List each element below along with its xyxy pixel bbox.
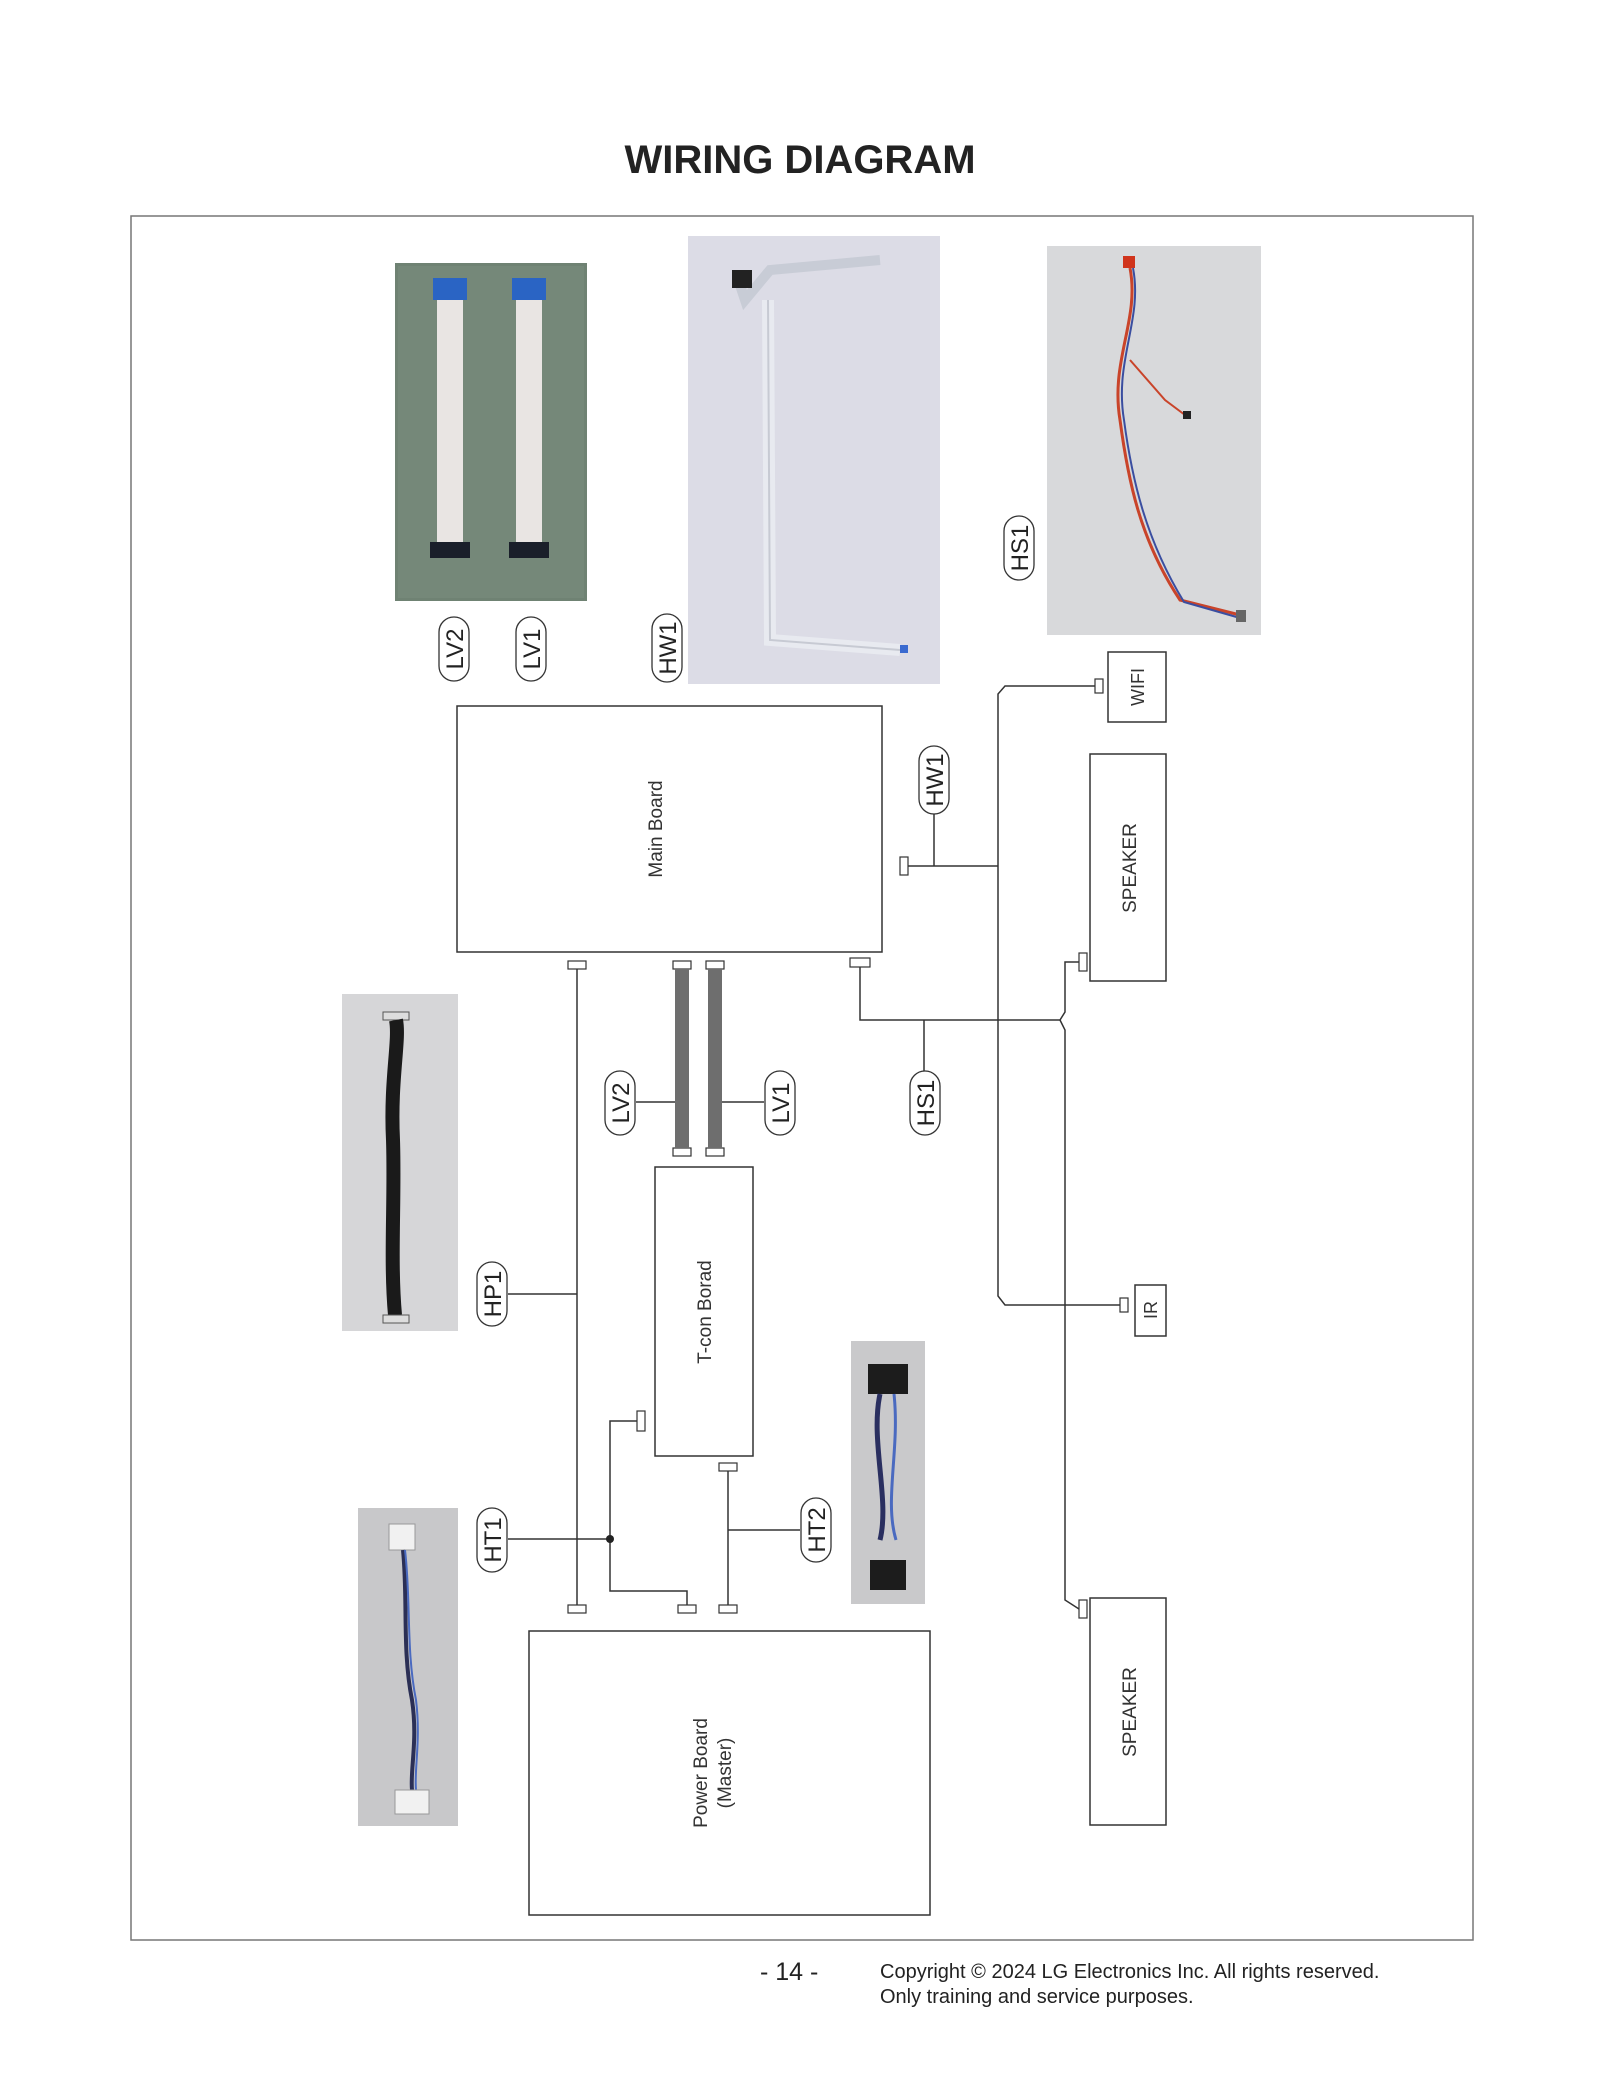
label-ht2: HT2 <box>804 1507 831 1553</box>
purpose-text: Only training and service purposes. <box>880 1986 1194 2008</box>
tcon-board-label: T-con Borad <box>695 1260 716 1364</box>
ht2-cable-photo <box>851 1341 925 1604</box>
hp1-cable-photo <box>342 994 458 1331</box>
main-board <box>457 706 882 952</box>
label-lv1-wire: LV1 <box>768 1082 795 1124</box>
main-board-label: Main Board <box>646 780 667 878</box>
lv1-ribbon <box>708 969 722 1148</box>
hw1-cable-photo <box>688 236 940 684</box>
label-hs1-wire: HS1 <box>913 1079 940 1127</box>
label-hs1-photo: HS1 <box>1007 524 1034 572</box>
label-hw1-photo: HW1 <box>655 621 682 675</box>
hs1-harness-photo <box>1047 246 1261 635</box>
lv-cables-photo <box>395 263 587 601</box>
ir-label: IR <box>1141 1301 1161 1319</box>
lv2-ribbon <box>675 969 689 1148</box>
power-board-label-1: Power Board <box>691 1718 712 1828</box>
label-lv1-top: LV1 <box>519 628 546 670</box>
label-lv2-top: LV2 <box>442 628 469 670</box>
label-hw1-wire: HW1 <box>922 753 949 807</box>
speaker-bottom-label: SPEAKER <box>1120 1667 1141 1757</box>
speaker-top-label: SPEAKER <box>1120 823 1141 913</box>
junction-dot <box>606 1535 614 1543</box>
ht1-cable-photo <box>358 1508 458 1826</box>
copyright-block <box>880 1960 1379 2010</box>
page-number: - 14 - <box>760 1958 819 1986</box>
wifi-label: WIFI <box>1128 668 1148 706</box>
power-board-label-2: (Master) <box>715 1737 736 1809</box>
label-lv2-wire: LV2 <box>608 1082 635 1124</box>
page-title: WIRING DIAGRAM <box>624 138 976 182</box>
copyright-text: Copyright © 2024 LG Electronics Inc. All rights reserved. <box>880 1961 1380 1983</box>
label-ht1: HT1 <box>480 1517 507 1563</box>
label-hp1: HP1 <box>480 1270 507 1318</box>
